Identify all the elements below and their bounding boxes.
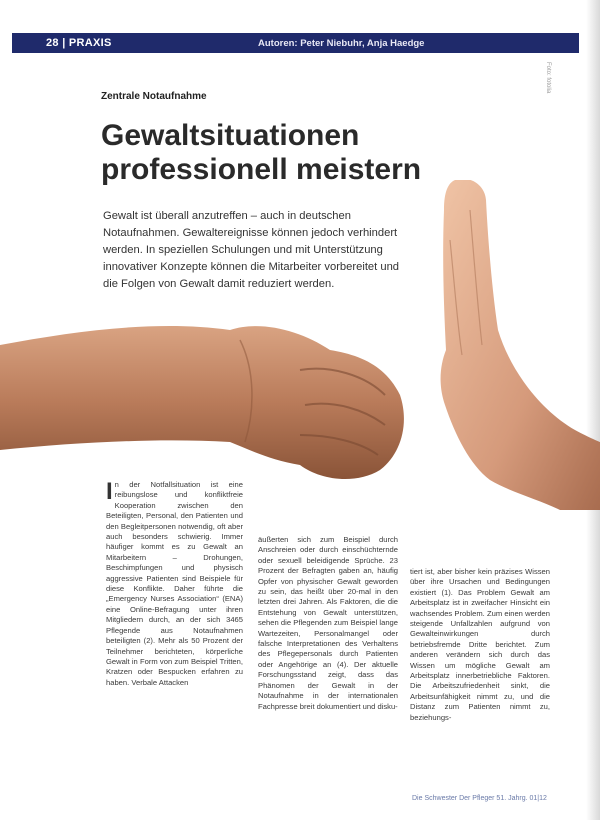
body-column-3 — [410, 567, 550, 723]
column-2-text: äußerten sich zum Beispiel durch Anschreien oder durch einschüchternde oder sexuell beleidigende Sprüche. 23 Prozent der Befragten gaben an, häufig Opfer von physischer Gewalt geworden zu sein, das heißt über 20-mal in den letzten drei Jahren. Als Faktoren, die die Entstehung von Gewalt unterstützen, sehen die Pflegenden zum Beispiel lange Wartezeiten, Personalmangel oder falsche Interpretationen des Verhaltens des Pflegepersonals durch Patienten oder Angehörige an (4). Der aktuelle Forschungsstand zeigt, dass das Phänomen der Gewalt in der Notaufnahme in der internationalen Fachpresse breit dokumentiert und disku- — [258, 535, 398, 711]
headline-line2: professionell meistern — [101, 153, 422, 186]
headline-line1: Gewaltsituationen — [101, 119, 360, 152]
open-hand-icon — [441, 180, 600, 510]
column-1-text: n der Notfallsituation ist eine reibungslose und konfliktfreie Kooperation zwischen den Beteiligten, Personal, den Patienten und den Begleitpersonen notwendig, oft aber auch besonders schwierig. Immer häufiger kommt es zu Gewalt an Mitarbeitern – Drohungen, Beschimpfungen und physisch aggressive Patienten sind Beispiele für diese Konflikte. Daher führte die „Emergency Nurses Association“ (ENA) eine Online-Befragung unter ihren Mitgliedern durch, an der sich 3465 Pflegende aus Notaufnahmen beteiligten (2). Mehr als 50 Prozent der Teilnehmer berichteten, körperliche Gewalt in Form von zum Beispiel Tritten, Kratzen oder Bespucken erfahren zu haben. Verbale Attacken — [106, 480, 243, 687]
headline — [101, 119, 431, 187]
fist-icon — [0, 326, 404, 479]
fist-and-hand-photo — [0, 180, 600, 510]
footer-source: Die Schwester Der Pfleger 51. Jahrg. 01|12 — [412, 795, 547, 802]
authors-line: Autoren: Peter Niebuhr, Anja Haedge — [258, 37, 425, 49]
header-bar — [12, 33, 579, 53]
column-3-text: tiert ist, aber bisher kein präzises Wissen über ihre Ursachen und Bedingungen existiert (1). Das Problem Gewalt am Arbeitsplatz ist in zweifacher Hinsicht ein wachsendes Problem. Zum einen werden steigende Unfallzahlen aufgrund von Gewalteinwirkungen durch betriebsfremde Dritte berichtet. Zum anderen verändern sich durch das Wissen um mögliche Gewalt am Arbeitsplatz innerbetriebliche Faktoren. Die Arbeitszufriedenheit sinkt, die Arbeitsunfähigkeit nimmt zu, und die Distanz zum Patienten nimmt zu, beziehungs- — [410, 567, 550, 722]
dropcap: I — [106, 478, 113, 505]
photo-credit: Foto: fotolia — [545, 62, 551, 94]
lead-paragraph: Gewalt ist überall anzutreffen – auch in deutschen Notaufnahmen. Gewaltereignisse können jedoch verhindert werden. In speziellen Schulungen und mit Unterstützung innovativer Konzepte können die Mitarbeiter vorbereitet und die Folgen von Gewalt damit reduziert werden. — [103, 210, 400, 290]
page-section: 28 | PRAXIS — [46, 37, 112, 49]
body-column-2 — [258, 535, 398, 712]
body-column-1 — [106, 480, 243, 688]
kicker: Zentrale Notaufnahme — [101, 91, 207, 102]
